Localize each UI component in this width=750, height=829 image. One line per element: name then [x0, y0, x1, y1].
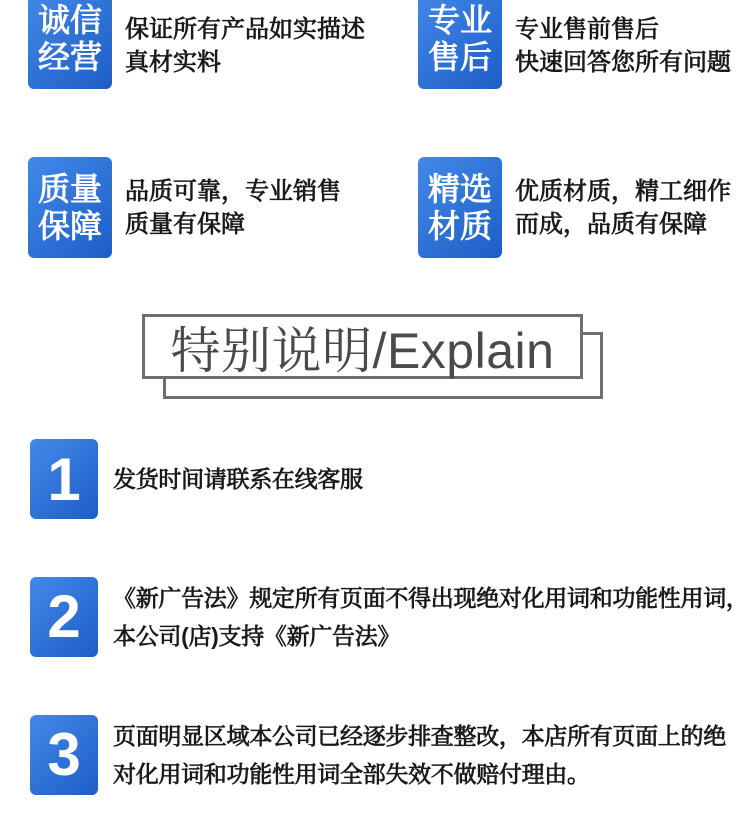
badge-desc-line: 优质材质，精工细作: [515, 177, 731, 205]
note-item-1: [30, 439, 363, 519]
badge-desc-line: 专业售前售后: [515, 15, 659, 43]
badge-desc-line: 品质可靠，专业销售: [125, 177, 341, 205]
note-text: [113, 717, 726, 793]
badge-description: [515, 13, 731, 79]
badge-desc-line: 质量有保障: [125, 210, 245, 238]
badge-honest-operation: [28, 0, 365, 89]
professional-aftersales-icon: [418, 0, 502, 89]
selected-material-icon: [418, 157, 502, 258]
badge-description: [125, 13, 365, 79]
note-number: 3: [47, 721, 81, 788]
note-item-3: [30, 714, 726, 795]
note-number-badge: [30, 715, 98, 795]
badge-label-line: 保障: [37, 207, 102, 244]
badge-selected-material: [418, 157, 731, 258]
badge-desc-line: 而成，品质有保障: [515, 210, 707, 238]
note-item-2: [30, 576, 749, 657]
badge-description: [125, 175, 341, 241]
badge-description: [515, 175, 731, 241]
section-title-text: 特别说明/Explain: [170, 322, 555, 379]
note-text: [113, 579, 749, 655]
badge-label-line: 精选: [427, 170, 492, 207]
note-number: 2: [47, 583, 81, 650]
note-number-badge: [30, 439, 98, 519]
note-number-badge: [30, 577, 98, 657]
note-text-line: 《新广告法》规定所有页面不得出现绝对化用词和功能性用词，: [113, 584, 749, 611]
badge-desc-line: 保证所有产品如实描述: [125, 15, 365, 43]
badge-label-line: 经营: [37, 38, 102, 75]
badge-label-line: 质量: [37, 170, 102, 207]
quality-guarantee-icon: [28, 157, 112, 258]
note-text-line: 页面明显区域本公司已经逐步排查整改，本店所有页面上的绝: [113, 722, 726, 749]
honest-operation-icon: [28, 0, 112, 89]
badge-label-line: 售后: [427, 38, 492, 75]
badge-desc-line: 快速回答您所有问题: [515, 48, 731, 76]
note-text-line: 发货时间请联系在线客服: [113, 466, 363, 492]
badge-label-line: 专业: [427, 1, 492, 38]
badge-label-line: 材质: [427, 207, 492, 244]
note-text-line: 对化用词和功能性用词全部失效不做赔付理由。: [113, 760, 590, 787]
note-text-line: 本公司(店)支持《新广告法》: [113, 622, 401, 649]
note-text: [113, 460, 363, 498]
badge-professional-aftersales: [418, 0, 731, 89]
badge-label-line: 诚信: [37, 1, 102, 38]
title-frame: [142, 314, 583, 379]
badge-quality-guarantee: [28, 157, 341, 258]
note-number: 1: [47, 445, 81, 513]
badge-desc-line: 真材实料: [125, 48, 221, 76]
